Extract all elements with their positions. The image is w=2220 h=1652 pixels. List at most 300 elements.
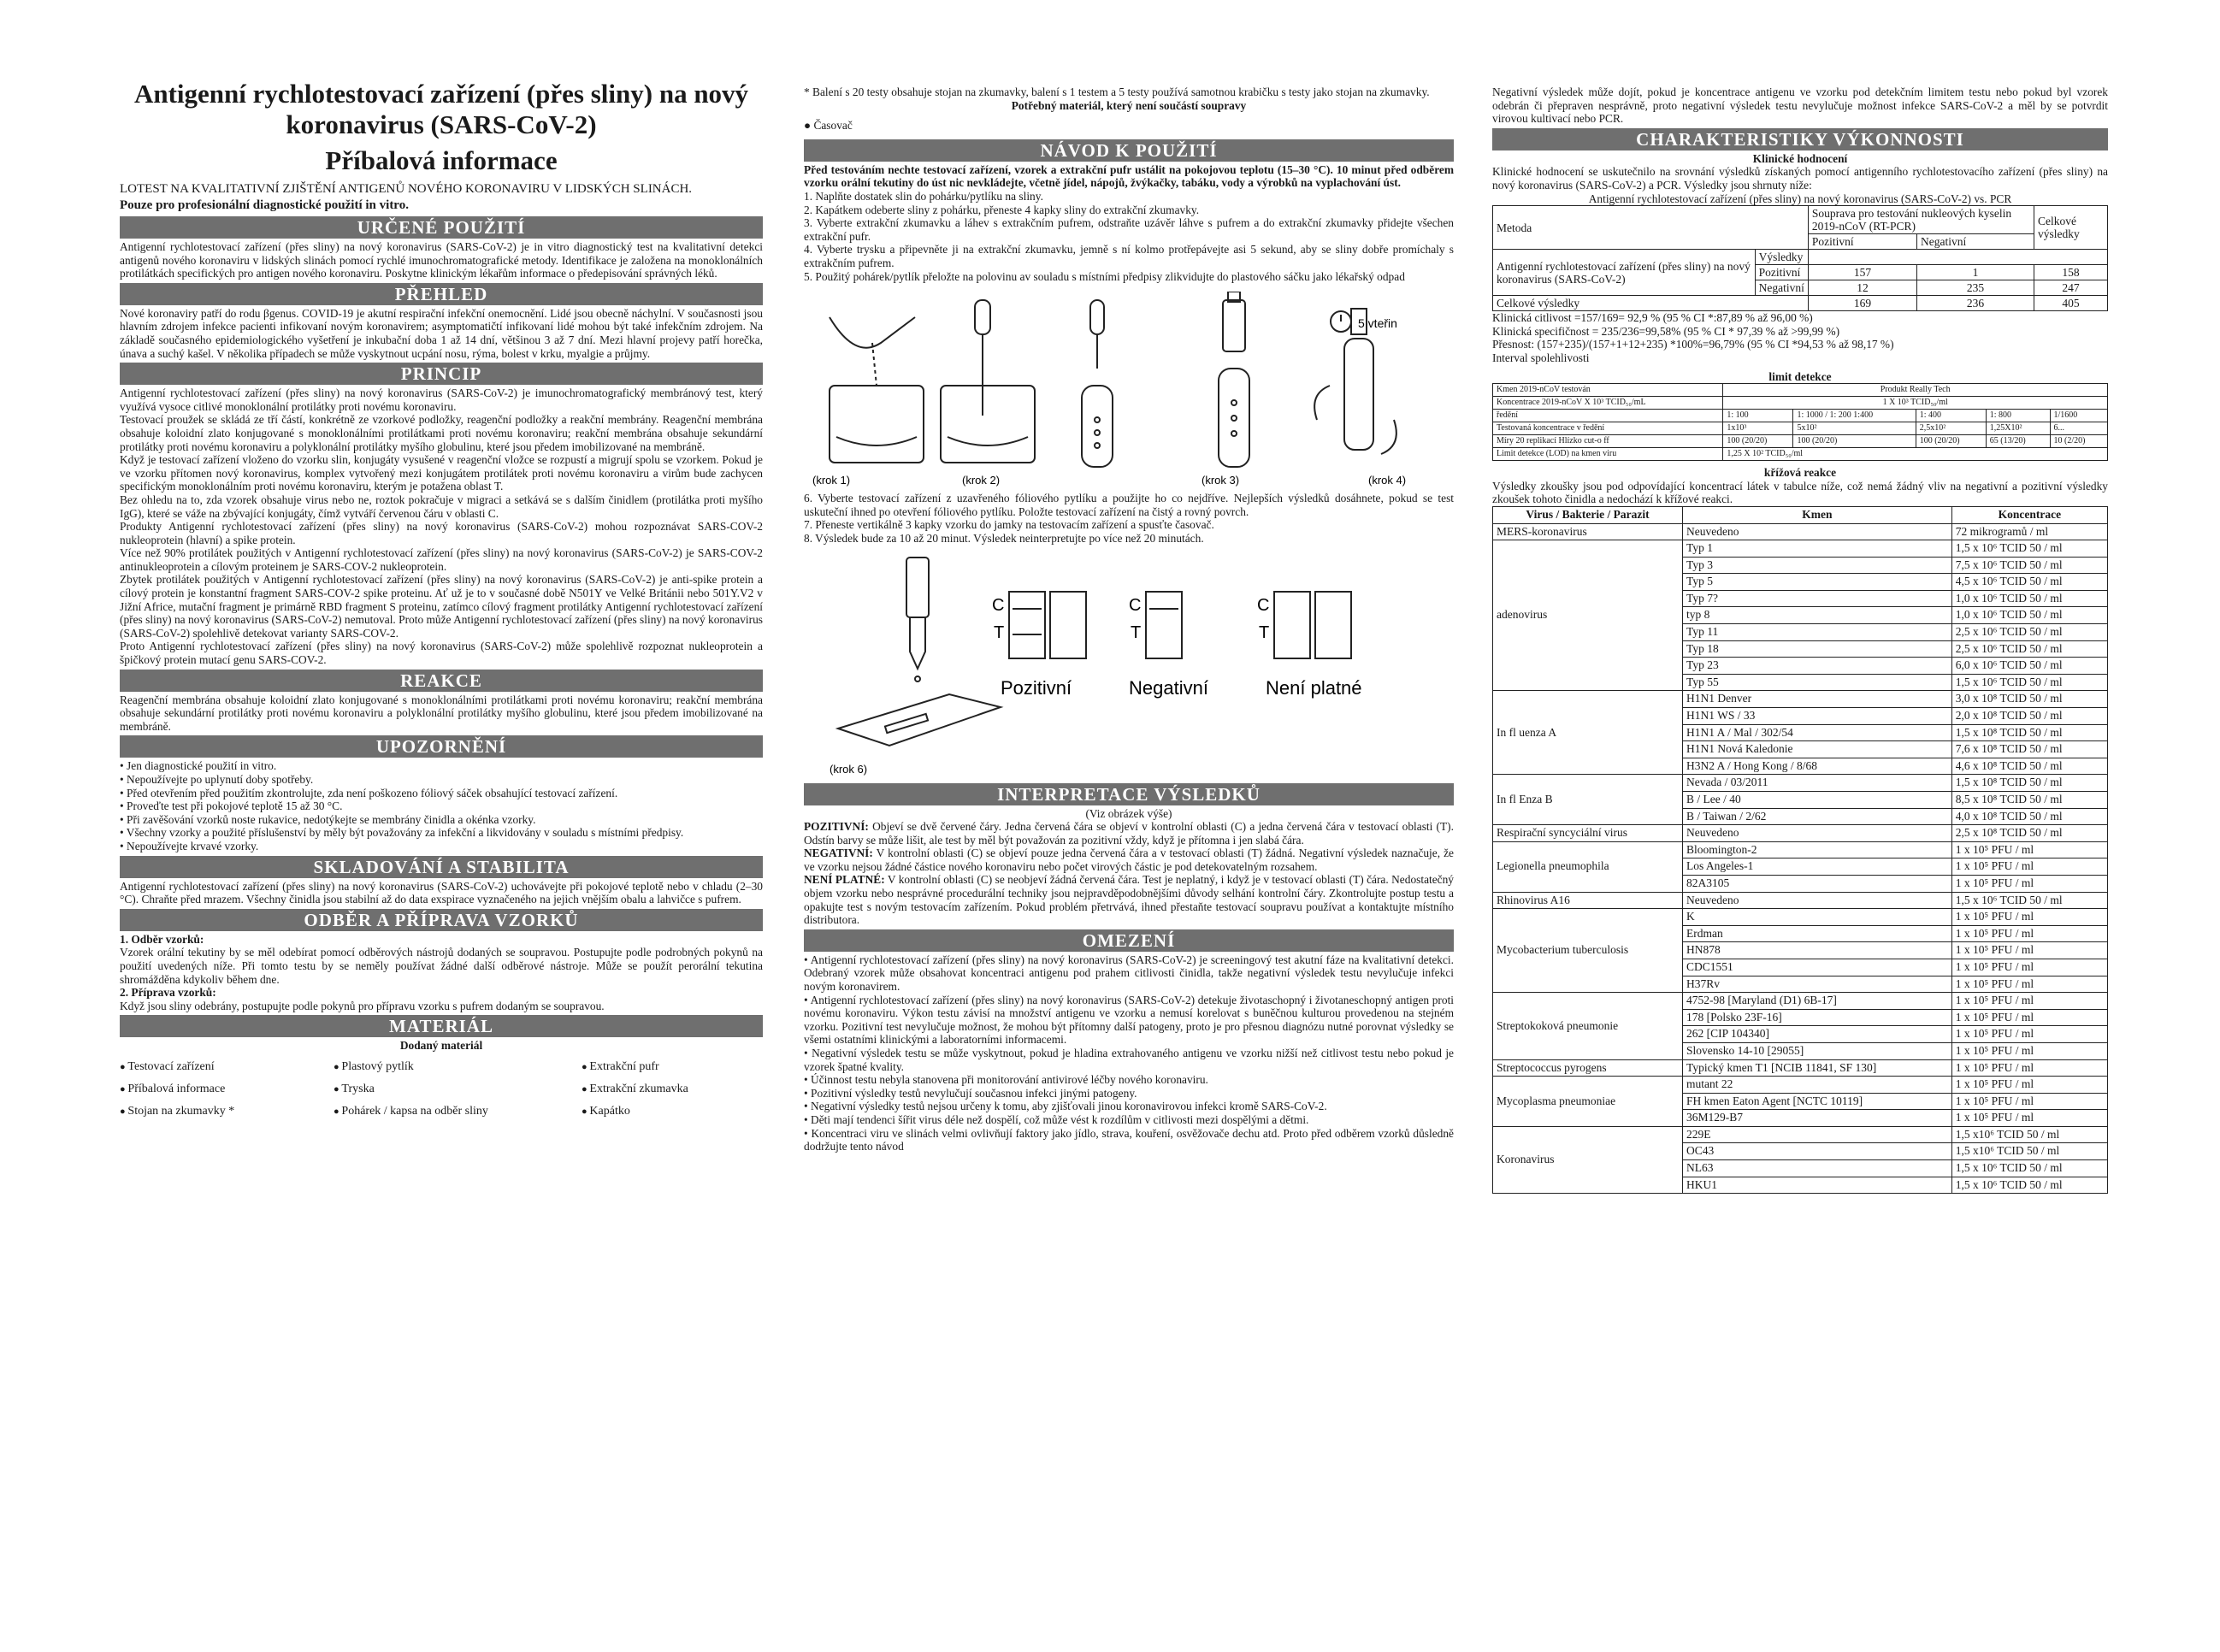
section-sample-collection: ODBĚR A PŘÍPRAVA VZORKŮ — [120, 909, 763, 931]
steps-illustration-svg — [804, 292, 1454, 488]
cup-2-icon — [941, 386, 1035, 463]
drop-icon — [1231, 416, 1237, 421]
extraction-tube-icon — [1082, 386, 1113, 467]
principle-p3: Když je testovací zařízení vloženo do vzorku slin, konjugáty vysušené v reagenční vložce se rozpustí a migrují spolu se vzorkem. Pokud je ve vzorku přítomen nový koronavirus, komplex vytvořený mezi konjugátem protilátek proti novému koronaviru a virům bude zachycen specifickým monoklonálním proti novému koronaviru, kterým je potažena oblast T. — [120, 453, 763, 493]
table-row — [1493, 384, 2108, 397]
table-cell: H1N1 WS / 33 — [1683, 708, 1952, 725]
table-header-cell: Koncentrace — [1951, 506, 2107, 523]
table-cell: 1 x 10⁵ PFU / ml — [1951, 976, 2107, 993]
table-row — [1493, 448, 2108, 461]
negative-note: Negativní výsledek může dojít, pokud je koncentrace antigenu ve vzorku pod detekčním limitem testu nebo pokud byl vzorek odebrán či přepraven nesprávně, proto negativní výsledek testu nevylučuje možnost infekce SARS-CoV-2 a měl by se potvrdit virovou kultivací nebo PCR. — [1492, 86, 2108, 126]
limitation-item: • Koncentraci viru ve slinách velmi ovlivňují faktory jako jídlo, strava, kouření, osvěžovače dechu atd. Proto před odběrem vzorků důsledně dodržujte tento návod — [804, 1127, 1454, 1153]
section-principle: PRINCIP — [120, 363, 763, 385]
table-cell: Typ 3 — [1683, 557, 1952, 574]
table-cell: H3N2 A / Hong Kong / 8/68 — [1683, 758, 1952, 775]
table-cell: Legionella pneumophila — [1493, 841, 1683, 892]
section-reaction: REAKCE — [120, 670, 763, 692]
table-cell: 1 x 10⁵ PFU / ml — [1951, 1110, 2107, 1127]
table-cell: 1,0 x 10⁶ TCID 50 / ml — [1951, 607, 2107, 624]
material-item: ● Stojan na zkumavky * — [120, 1100, 334, 1123]
material-item: ● Kapátko — [582, 1100, 753, 1123]
table-header-cell: Kmen — [1683, 506, 1952, 523]
limitation-item: • Účinnost testu nebyla stanovena při monitorování antivirové léčby nového koronaviru. — [804, 1073, 1454, 1087]
table-cell: CDC1551 — [1683, 959, 1952, 976]
krok2-label: (krok 2) — [962, 474, 1001, 487]
table-cell: 7,5 x 10⁶ TCID 50 / ml — [1951, 557, 2107, 574]
table-cell: 1,5 x 10⁶ TCID 50 / ml — [1951, 540, 2107, 558]
extraction-tube-2-icon — [1219, 369, 1249, 467]
table-cell: HN878 — [1683, 942, 1952, 959]
section-intended-use: URČENÉ POUŽITÍ — [120, 216, 763, 239]
rack-note: * Balení s 20 testy obsahuje stojan na zkumavky, balení s 1 testem a 5 testy používá samotnou krabičku s testy jako stojan na zkumavky. — [804, 86, 1430, 98]
sample-collection-heading: 1. Odběr vzorků: — [120, 932, 204, 946]
result-invalid-cassette — [1274, 592, 1310, 658]
table-cell: 10 (2/20) — [2050, 435, 2107, 448]
table-cell: Výsledky — [1755, 250, 1808, 265]
reaction-text: Reagenční membrána obsahuje koloidní zlato konjugované s monoklonálními protilátkami proti novému koronaviru; reakční membrána obsahuje sekundární protilátky proti novému koronaviru a polyklonální protilátky myšího globulinu, které jsou předem imobilizované na membráně. — [120, 693, 763, 733]
material-item: ● Plastový pytlík — [334, 1056, 582, 1078]
results-illustration — [804, 549, 1454, 780]
document-subtitle: Příbalová informace — [325, 145, 558, 175]
sensitivity-text: Klinická citlivost =157/169= 92,9 % (95 % CI *:87,89 % až 96,00 %) — [1492, 311, 1813, 325]
table-cell: Pozitivní — [1755, 265, 1808, 280]
table-cell: Neuvedeno — [1683, 825, 1952, 842]
drop-icon — [1095, 417, 1100, 422]
table-cell: 1 x 10⁵ PFU / ml — [1951, 1042, 2107, 1059]
table-cell: Celkové výsledky — [1493, 296, 1809, 311]
instruction-step-7: 7. Přeneste vertikálně 3 kapky vzorku do jamky na testovacím zařízení a spusťte časovač. — [804, 518, 1214, 532]
extraction-tube-3-icon — [1344, 339, 1373, 450]
table-cell: 1,5 x 10⁶ TCID 50 / ml — [1951, 1160, 2107, 1177]
table-cell: 229E — [1683, 1126, 1952, 1143]
table-cell: 1 x 10⁵ PFU / ml — [1951, 942, 2107, 959]
krok3-label: (krok 3) — [1202, 474, 1240, 487]
table-cell: 405 — [2034, 296, 2107, 311]
table-cell: 4,6 x 10⁸ TCID 50 / ml — [1951, 758, 2107, 775]
negative-result — [804, 847, 1454, 873]
t-label: T — [1131, 622, 1142, 642]
lod-heading: limit detekce — [1768, 369, 1832, 383]
table-cell: 235 — [1917, 280, 2034, 296]
invalid-label: Není platné — [1266, 676, 1362, 699]
sample-collection-text: Vzorek orální tekutiny by se měl odebírat pomocí odběrových nástrojů dodaných se soupravou. Postupujte podle podrobných pokynů na použití uvedených níže. Při tomto testu by se neměly používat žádné další odběrové nástroje. Může se použít perorální tekutina shromážděna kdykoliv během dne. — [120, 946, 763, 986]
cross-reaction-heading: křížová reakce — [1763, 466, 1837, 480]
table-row — [1493, 540, 2108, 558]
column-left — [120, 60, 763, 1123]
table-cell: Neuvedeno — [1683, 523, 1952, 540]
confidence-interval-text: Interval spolehlivosti — [1492, 351, 1590, 364]
table-cell: In fl Enza B — [1493, 775, 1683, 825]
table-cell: 2,5 x 10⁸ TCID 50 / ml — [1951, 825, 2107, 842]
table-cell: 6... — [2050, 422, 2107, 435]
table-cell: 2,5 x 10⁶ TCID 50 / ml — [1951, 624, 2107, 641]
table-cell: Antigenní rychlotestovací zařízení (přes sliny) na nový koronavirus (SARS-CoV-2) — [1493, 250, 1756, 296]
table-cell: Pozitivní — [1808, 234, 1916, 250]
negative-heading: NEGATIVNÍ: — [804, 847, 873, 860]
table-cell: 1/1600 — [2050, 410, 2107, 422]
table-row — [1493, 825, 2108, 842]
table-cell: 157 — [1808, 265, 1916, 280]
warnings-list — [120, 759, 763, 853]
table-row — [1493, 422, 2108, 435]
table-cell: Mycoplasma pneumoniae — [1493, 1077, 1683, 1127]
section-overview: PŘEHLED — [120, 283, 763, 305]
clinical-text: Klinické hodnocení se uskutečnilo na srovnání výsledků získaných pomocí antigenního rychlotestovacího zařízení (přes sliny) na nový koronavirus (SARS-CoV-2) a PCR. Výsledky jsou shrnuty níže: — [1492, 165, 2108, 192]
table-cell: Typický kmen T1 [NCIB 11841, SF 130] — [1683, 1059, 1952, 1077]
principle-p8: Proto Antigenní rychlotestovací zařízení (přes sliny) na nový koronavirus (SARS-CoV-2) může spolehlivě rozpoznat nukleoprotein a špičkový protein mutací genu SARS-COV-2. — [120, 640, 763, 667]
invalid-text: V kontrolní oblasti (C) se neobjeví žádná červená čára. Test je neplatný, i když je v testovací oblasti (T) čára. Nedostatečný objem vzorku nebo nesprávné procedurální techniky jsou nejpravděpodobnějšími důvody selhání kontrolní čáry. Zkontrolujte postup testu a opakujte test s novým testovacím zařízením. Pokud problém přetrvává, ihned přestaňte testovací soupravu používat a kontaktujte místního distributora. — [804, 873, 1455, 927]
table-cell: Negativní — [1755, 280, 1808, 296]
c-label: C — [1129, 595, 1142, 615]
table-cell: 1 x 10⁵ PFU / ml — [1951, 1026, 2107, 1043]
table-cell: 1,25X10² — [1986, 422, 2050, 435]
limitation-item: • Pozitivní výsledky testů nevylučují současnou infekci jinými patogeny. — [804, 1087, 1454, 1100]
table-row — [1493, 1077, 2108, 1094]
professional-use-note: Pouze pro profesionální diagnostické použití in vitro. — [120, 198, 409, 212]
table-cell: K — [1683, 909, 1952, 926]
table-cell: Nevada / 03/2011 — [1683, 775, 1952, 792]
table-row — [1493, 841, 2108, 858]
material-item: ● Příbalová informace — [120, 1078, 334, 1100]
table-cell: In fl uenza A — [1493, 691, 1683, 775]
table-row — [1493, 296, 2108, 311]
table-cell: 1,5 x 10⁸ TCID 50 / ml — [1951, 724, 2107, 741]
section-instructions: NÁVOD K POUŽITÍ — [804, 139, 1454, 162]
dropper-bulb-icon — [975, 300, 990, 334]
table-cell: 8,5 x 10⁸ TCID 50 / ml — [1951, 792, 2107, 809]
table-cell: Bloomington-2 — [1683, 841, 1952, 858]
table-cell: 1 x 10⁵ PFU / ml — [1951, 1059, 2107, 1077]
table-row — [1493, 206, 2108, 234]
clinical-caption: Antigenní rychlotestovací zařízení (přes sliny) na nový koronavirus (SARS-CoV-2) vs. PCR — [1588, 192, 2012, 205]
table-cell: HKU1 — [1683, 1177, 1952, 1194]
interpretation-sub: (Viz obrázek výše) — [1085, 806, 1172, 820]
sample-prep-heading: 2. Příprava vzorků: — [120, 986, 216, 1000]
cassette-window-icon — [885, 713, 928, 732]
dropper-2-icon — [1090, 300, 1104, 334]
warning-item: • Před otevřením před použitím zkontrolujte, zda není poškozeno fóliový sáček obsahující testovací zařízení. — [120, 787, 763, 800]
sample-prep-text: Když jsou sliny odebrány, postupujte podle pokynů pro přípravu vzorku s pufrem dodaným se soupravou. — [120, 999, 605, 1012]
drop-icon — [1231, 431, 1237, 436]
limitation-item: • Antigenní rychlotestovací zařízení (přes sliny) na nový koronavirus (SARS-CoV-2) je screeningový test akutní fáze na kvalitativní detekci. Odebraný vzorek může obsahovat koncentraci antigenu pod prahem citlivosti činidla, takže negativní výsledek testu nevylučuje infekci novým koronavirem. — [804, 953, 1454, 994]
nozzle-tip-icon — [910, 617, 925, 669]
table-cell: 72 mikrogramů / ml — [1951, 523, 2107, 540]
table-cell: Negativní — [1917, 234, 2034, 250]
table-cell: Limit detekce (LOD) na kmen viru — [1493, 448, 1723, 461]
table-cell: 1 — [1917, 265, 2034, 280]
section-performance: CHARAKTERISTIKY VÝKONNOSTI — [1492, 128, 2108, 150]
table-cell: 4,5 x 10⁶ TCID 50 / ml — [1951, 574, 2107, 591]
principle-p6: Více než 90% protilátek použitých v Antigenní rychlotestovací zařízení (přes sliny) na nový koronavirus (SARS-CoV-2) je SARS-COV-2 antinukleoprotein a cílovým proteinem je SARS-COV-2 nukleoprotein. — [120, 546, 763, 573]
section-material: MATERIÁL — [120, 1015, 763, 1037]
table-cell: 1 x 10⁵ PFU / ml — [1951, 875, 2107, 892]
c-label: C — [1257, 595, 1270, 615]
supplied-material-heading: Dodaný materiál — [399, 1039, 483, 1053]
specificity-text: Klinická specifičnost = 235/236=99,58% (95 % CI * 97,39 % až >99,99 %) — [1492, 324, 1840, 338]
buffer-bottle-icon — [1223, 300, 1245, 351]
column-middle — [804, 60, 1454, 1153]
test-description: LOTEST NA KVALITATIVNÍ ZJIŠTĚNÍ ANTIGENŮ NOVÉHO KORONAVIRU V LIDSKÝCH SLINÁCH. — [120, 182, 693, 196]
table-cell: 1: 800 — [1986, 410, 2050, 422]
table-cell: 1 x 10⁵ PFU / ml — [1951, 909, 2107, 926]
table-row — [1493, 1059, 2108, 1077]
table-cell: 2,5 x 10⁶ TCID 50 / ml — [1951, 640, 2107, 658]
instruction-step: 3. Vyberte extrakční zkumavku a láhev s extrakčním pufrem, odstraňte uzávěr láhve s pufrem a do extrakční zkumavky přidejte všechen extrakční pufr. — [804, 216, 1454, 243]
table-cell: 158 — [2034, 265, 2107, 280]
table-cell: MERS-koronavirus — [1493, 523, 1683, 540]
table-cell: 5x10² — [1793, 422, 1916, 435]
material-item: ● Pohárek / kapsa na odběr sliny — [334, 1100, 582, 1123]
table-cell: Typ 5 — [1683, 574, 1952, 591]
table-cell: 1,5 x10⁶ TCID 50 / ml — [1951, 1126, 2107, 1143]
table-cell: 2,0 x 10⁸ TCID 50 / ml — [1951, 708, 2107, 725]
section-warnings: UPOZORNĚNÍ — [120, 735, 763, 758]
table-cell: 4752-98 [Maryland (D1) 6B-17] — [1683, 993, 1952, 1010]
table-cell: 178 [Polsko 23F-16] — [1683, 1009, 1952, 1026]
shake-arrow-icon — [1314, 386, 1330, 420]
warning-item: • Všechny vzorky a použité příslušenství by měly být považovány za infekční a likvidovány v souladu s místními předpisy. — [120, 826, 763, 840]
table-cell: 1,5 x 10⁶ TCID 50 / ml — [1951, 1177, 2107, 1194]
table-row — [1493, 397, 2108, 410]
positive-label: Pozitivní — [1001, 676, 1072, 699]
table-cell: H1N1 Denver — [1683, 691, 1952, 708]
material-item: ● Testovací zařízení — [120, 1056, 334, 1078]
table-row — [1493, 775, 2108, 792]
clinical-heading: Klinické hodnocení — [1752, 151, 1848, 165]
table-row — [1493, 523, 2108, 540]
table-cell: 1 x 10⁵ PFU / ml — [1951, 993, 2107, 1010]
cup-liquid-icon — [836, 437, 917, 445]
cross-reaction-text: Výsledky zkoušky jsou pod odpovídající koncentrací látek v tabulce níže, což nemá žádný vliv na negativní a pozitivní výsledky zkoušek tohoto činidla a nedochází k křížové reakci. — [1492, 479, 2108, 506]
table-cell: Produkt Really Tech — [1723, 384, 2108, 397]
table-cell: FH kmen Eaton Agent [NCTC 10119] — [1683, 1093, 1952, 1110]
table-cell: 1 x 10⁵ PFU / ml — [1951, 925, 2107, 942]
positive-heading: POZITIVNÍ: — [804, 820, 869, 834]
test-cassette-icon — [838, 694, 1001, 746]
timer-label: Časovač — [813, 119, 853, 133]
storage-text: Antigenní rychlotestovací zařízení (přes sliny) na nový koronavirus (SARS-CoV-2) uchovávejte při pokojové teplotě nebo v chladu (2–30 °C). Chraňte před mrazem. Všechny činidla jsou stabilní až do data exspirace vyznačeného na jejich vnějším obalu a lahvičce s pufrem. — [120, 879, 763, 906]
table-cell: OC43 — [1683, 1143, 1952, 1160]
table-row — [1493, 410, 2108, 422]
table-row — [1493, 892, 2108, 909]
table-cell: 1: 1000 / 1: 200 1:400 — [1793, 410, 1916, 422]
table-cell: 1 x 10⁵ PFU / ml — [1951, 858, 2107, 876]
material-item: ● Extrakční pufr — [582, 1056, 753, 1078]
table-cell: Testovaná koncentrace v ředění — [1493, 422, 1723, 435]
table-cell: 1 x 10⁵ PFU / ml — [1951, 1077, 2107, 1094]
lod-table — [1492, 383, 2108, 461]
table-cell: B / Lee / 40 — [1683, 792, 1952, 809]
timer-item: ● Časovač — [804, 119, 853, 133]
table-cell: Kmen 2019-nCoV testován — [1493, 384, 1723, 397]
table-cell: NL63 — [1683, 1160, 1952, 1177]
drop-icon — [1095, 430, 1100, 435]
table-cell: 100 (20/20) — [1723, 435, 1793, 448]
table-cell: 1,5 x 10⁶ TCID 50 / ml — [1951, 674, 2107, 691]
table-cell: Streptokoková pneumonie — [1493, 993, 1683, 1059]
table-cell: 100 (20/20) — [1793, 435, 1916, 448]
limitation-item: • Negativní výsledek testu se může vyskytnout, pokud je hladina extrahovaného antigenu ve vzorku nižší než citlivost testu nebo pokud je vzorek špatné kvality. — [804, 1047, 1454, 1073]
instruction-step: 5. Použitý pohárek/pytlík přeložte na polovinu av souladu s místními předpisy zlikvidujte do plastového sáčku jako lékařský odpad — [804, 269, 1405, 283]
table-cell: 1 x 10⁵ PFU / ml — [1951, 959, 2107, 976]
table-cell: 1 x 10⁵ PFU / ml — [1951, 1093, 2107, 1110]
table-cell: 1 x 10⁵ PFU / ml — [1951, 1009, 2107, 1026]
table-cell: 1,5 x10⁶ TCID 50 / ml — [1951, 1143, 2107, 1160]
warning-item: • Jen diagnostické použití in vitro. — [120, 759, 763, 773]
table-cell: 36M129-B7 — [1683, 1110, 1952, 1127]
table-cell: Typ 1 — [1683, 540, 1952, 558]
tube-nozzle-icon — [906, 558, 929, 617]
principle-p5: Produkty Antigenní rychlotestovací zařízení (přes sliny) na nový koronavirus (SARS-CoV-2) mohou rozpoznávat SARS-COV-2 nukleoprotein (hlavní) a spike protein. — [120, 520, 763, 546]
table-cell: 3,0 x 10⁸ TCID 50 / ml — [1951, 691, 2107, 708]
t-label: T — [1259, 622, 1270, 642]
result-pos-cassette — [1009, 592, 1045, 658]
material-list — [120, 1056, 763, 1123]
table-cell: Metoda — [1493, 206, 1809, 250]
drop-icon — [1231, 400, 1237, 405]
limitation-item: • Antigenní rychlotestovací zařízení (přes sliny) na nový koronavirus (SARS-CoV-2) detekuje životaschopný i životaneschopný antigen proti novému koronaviru. Výkon testu závisí na množství antigenu ve vzorku a nemusí korelovat s buněčnou kulturou provedenou na stejném vzorku. Pozitivní test nevylučuje možnost, že mohou být přítomny další patogeny, proto je pro přesnou diagnózu nutné porovnat výsledky se všemi ostatními klinickými a laboratorními informacemi. — [804, 994, 1454, 1047]
needed-material-heading: Potřebný materiál, který není součástí soupravy — [1011, 98, 1247, 112]
instruction-step: 1. Naplňte dostatek slin do pohárku/pytlíku na sliny. — [804, 189, 1043, 203]
performance-table — [1492, 205, 2108, 311]
table-row — [1493, 909, 2108, 926]
table-cell: Typ 7? — [1683, 590, 1952, 607]
section-storage: SKLADOVÁNÍ A STABILITA — [120, 856, 763, 878]
table-cell: Míry 20 replikací Hlízko cut-o ff — [1493, 435, 1723, 448]
table-cell: 4,0 x 10⁸ TCID 50 / ml — [1951, 808, 2107, 825]
instruction-step-8: 8. Výsledek bude za 10 až 20 minut. Výsledek neinterpretujte po více než 20 minutách. — [804, 531, 1204, 545]
table-row — [1493, 250, 2108, 265]
seconds-label: 5 vteřin — [1358, 316, 1397, 331]
table-cell: 1 X 10³ TCID₅₀/ml — [1723, 397, 2108, 410]
table-cell: ředění — [1493, 410, 1723, 422]
drop-icon — [915, 676, 920, 681]
positive-result — [804, 820, 1454, 847]
negative-label: Negativní — [1129, 676, 1208, 699]
table-cell: H37Rv — [1683, 976, 1952, 993]
table-row — [1493, 435, 2108, 448]
positive-text: Objeví se dvě červené čáry. Jedna červená čára se objeví v kontrolní oblasti (C) a jedna červená čára v testovací oblasti (T). Odstín barvy se může lišit, ale test by měl být považován za pozitivní vždy, když je přítomna i jen slabá čára. — [804, 820, 1454, 847]
principle-p1: Antigenní rychlotestovací zařízení (přes sliny) na nový koronavirus (SARS-CoV-2) je imunochromatografický membránový test, který využívá vysoce citlivé monoklonální protilátky proti novému koronaviru. — [120, 386, 763, 413]
cup-2-liquid-icon — [948, 437, 1028, 445]
drop-icon — [1095, 443, 1100, 448]
table-cell: H1N1 Nová Kaledonie — [1683, 741, 1952, 758]
table-cell: 12 — [1808, 280, 1916, 296]
warning-item: • Při zavěšování vzorků noste rukavice, nedotýkejte se membrány činidla a okénka vzorky. — [120, 813, 763, 827]
table-cell: 262 [CIP 104340] — [1683, 1026, 1952, 1043]
accuracy-text: Přesnost: (157+235)/(157+1+12+235) *100%=96,79% (95 % CI *94,53 % až 98,17 %) — [1492, 338, 1894, 351]
limitations-list — [804, 953, 1454, 1153]
material-item: ● Tryska — [334, 1078, 582, 1100]
result-invalid-cassette-2 — [1315, 592, 1351, 658]
table-cell: Typ 23 — [1683, 658, 1952, 675]
table-cell: 1: 100 — [1723, 410, 1793, 422]
table-header-row — [1493, 506, 2108, 523]
table-cell — [1808, 250, 2107, 265]
table-cell: Koncentrace 2019-nCoV X 10³ TCID₅₀/mL — [1493, 397, 1723, 410]
c-label: C — [992, 595, 1005, 615]
krok1-label: (krok 1) — [812, 474, 851, 487]
table-cell: Mycobacterium tuberculosis — [1493, 909, 1683, 993]
table-cell: 1x10³ — [1723, 422, 1793, 435]
shake-arrow-2-icon — [1381, 420, 1396, 454]
table-row — [1493, 1126, 2108, 1143]
column-right — [1492, 60, 2108, 1194]
table-cell: B / Taiwan / 2/62 — [1683, 808, 1952, 825]
instructions-intro: Před testováním nechte testovací zařízení, vzorek a extrakční pufr ustálit na pokojovou teplotu (15–30 °C). 10 minut před odběrem vzorku orální tekutiny do úst nic nevkládejte, včetně jídel, nápojů, žvýkačky, tabáku, vody a výrobků na vyplachování úst. — [804, 162, 1454, 190]
table-cell: Respirační syncyciální virus — [1493, 825, 1683, 842]
table-cell: 1 x 10⁵ PFU / ml — [1951, 841, 2107, 858]
intended-use-text: Antigenní rychlotestovací zařízení (přes sliny) na nový koronavirus (SARS-CoV-2) je in vitro diagnostický test na kvalitativní detekci antigenů nového koronaviru v lidských slinách pomocí rychlé imunochromatografické metody. Identifikace je založena na monoklonálních protilátkách specifických pro antigen nového koronaviru. Poskytne klinickým lékařům informace o předepisování správných léků. — [120, 240, 763, 280]
invalid-result — [804, 873, 1454, 926]
instruction-step: 2. Kapátkem odeberte sliny z pohárku, přeneste 4 kapky sliny do extrakční zkumavky. — [804, 203, 1200, 216]
section-interpretation: INTERPRETACE VÝSLEDKŮ — [804, 783, 1454, 805]
saliva-drop-icon — [872, 343, 877, 386]
table-cell: Rhinovirus A16 — [1493, 892, 1683, 909]
overview-text: Nové koronaviry patří do rodu βgenus. COVID-19 je akutní respirační infekční onemocnění. Lidé jsou obecně náchylní. V současnosti jsou hlavním zdrojem infekce pacienti infikovaní novým koronavirem; asymptomatičtí infikovaní lidé mohou být také infekčním zdrojem. Na základě současného epidemiologického vyšetření je inkubační doba 1 až 14 dní, většinou 3 až 7 dní. Mezi hlavní projevy patří horečka, únava a suchý kašel. V několika případech se může vyskytnout ucpání nosu, rýma, bolest v krku, myalgie a průjmy. — [120, 306, 763, 360]
table-cell: Neuvedeno — [1683, 892, 1952, 909]
section-limitations: OMEZENÍ — [804, 929, 1454, 952]
limitation-item: • Negativní výsledky testů nejsou určeny k tomu, aby zjišťovali jinou koronavirovou infekci kromě SARS-CoV-2. — [804, 1100, 1454, 1113]
principle-p7: Zbytek protilátek použitých v Antigenní rychlotestovací zařízení (přes sliny) na nový koronavirus (SARS-CoV-2) je anti-spike protein a cílový protein je konstantní fragment SARS-COV-2 spike proteinu. Ať už je to v současné době N501Y ve Velké Británii nebo 501Y.V2 v Jižní Africe, mutační fragment je primárně RBD fragment S proteinu, zatímco cílový fragment protilátky Antigenní rychlotestovací zařízení (přes sliny) na nový koronavirus (SARS-CoV-2) nemutoval. Proto může Antigenní rychlotestovací zařízení (přes sliny) na nový koronavirus (SARS-CoV-2) spolehlivě detekovat varianty SARS-COV-2. — [120, 573, 763, 640]
material-item: ● Extrakční zkumavka — [582, 1078, 753, 1100]
table-cell: Slovensko 14-10 [29055] — [1683, 1042, 1952, 1059]
result-neg-cassette — [1146, 592, 1182, 658]
table-cell: 1: 400 — [1916, 410, 1986, 422]
table-cell: H1N1 A / Mal / 302/54 — [1683, 724, 1952, 741]
table-cell: 1,5 x 10⁸ TCID 50 / ml — [1951, 775, 2107, 792]
instruction-step: 4. Vyberte trysku a připevněte ji na extrakční zkumavku, jemně s ní kolmo protřepávejte asi 5 sekund, aby se sliny dobře promíchaly s extrakčním pufrem. — [804, 243, 1454, 269]
table-cell: 7,6 x 10⁸ TCID 50 / ml — [1951, 741, 2107, 758]
table-cell: Celkové výsledky — [2034, 206, 2107, 250]
table-cell: Erdman — [1683, 925, 1952, 942]
warning-item: • Nepoužívejte po uplynutí doby spotřeby. — [120, 773, 763, 787]
table-cell: 1,0 x 10⁶ TCID 50 / ml — [1951, 590, 2107, 607]
table-cell: 100 (20/20) — [1916, 435, 1986, 448]
table-cell: mutant 22 — [1683, 1077, 1952, 1094]
warning-item: • Nepoužívejte krvavé vzorky. — [120, 840, 763, 853]
cup-icon — [830, 386, 924, 463]
instruction-step-6: 6. Vyberte testovací zařízení z uzavřeného fóliového pytlíku a použijte ho co nejdříve. Nejlepších výsledků dosáhnete, pokud se test uskuteční ihned po otevření fóliového pytlíku. Položte testovací zařízení na čistý a rovný povrch. — [804, 492, 1454, 518]
principle-p2: Testovací proužek se skládá ze tří částí, konkrétně ze vzorkové podložky, reagenční podložky a reakční membrány. Reagenční membrána obsahuje koloidní zlato konjugované s monoklonálními protilátkami proti novému koronaviru; reakční membrána obsahuje sekundární protilátky proti novému koronaviru a polyklonální protilátky myšího globulinu, které jsou předem imobilizované na membráně. — [120, 413, 763, 453]
table-row — [1493, 691, 2108, 708]
table-cell: Typ 11 — [1683, 624, 1952, 641]
negative-text: V kontrolní oblasti (C) se objeví pouze jedna červená čára a v testovací oblasti (T) žádná. Negativní výsledek naznačuje, že ve vzorku nejsou žádné částice nového koronaviru nebo počet virových částic je pod detekovatelným rozsahem. — [804, 847, 1454, 873]
result-pos-cassette-2 — [1050, 592, 1086, 658]
table-cell: 247 — [2034, 280, 2107, 296]
krok4-label: (krok 4) — [1368, 474, 1407, 487]
table-header-cell: Virus / Bakterie / Parazit — [1493, 506, 1683, 523]
table-cell: adenovirus — [1493, 540, 1683, 691]
table-cell: Los Angeles-1 — [1683, 858, 1952, 876]
table-cell: 236 — [1917, 296, 2034, 311]
table-cell: Typ 18 — [1683, 640, 1952, 658]
table-cell: Typ 55 — [1683, 674, 1952, 691]
table-cell: 82A3105 — [1683, 875, 1952, 892]
table-cell: typ 8 — [1683, 607, 1952, 624]
document-title: Antigenní rychlotestovací zařízení (přes sliny) na nový koronavirus (SARS-CoV-2) — [133, 79, 749, 139]
table-cell: 2,5x10² — [1916, 422, 1986, 435]
cross-reaction-table — [1492, 506, 2108, 1194]
principle-p4: Bez ohledu na to, zda vzorek obsahuje virus nebo ne, roztok pokračuje v migraci a setkává se s dalším činidlem (protilátka proti myšího IgG), které se váže na zbývající konjugáty, čímž vytváří červenou čáru v oblasti C. — [120, 493, 763, 520]
krok6-label: (krok 6) — [830, 762, 868, 776]
warning-item: • Proveďte test při pokojové teplotě 15 až 30 °C. — [120, 799, 763, 813]
table-cell: Streptococcus pyrogens — [1493, 1059, 1683, 1077]
invalid-heading: NENÍ PLATNÉ: — [804, 873, 885, 887]
table-cell: 6,0 x 10⁶ TCID 50 / ml — [1951, 658, 2107, 675]
table-cell: 1,25 X 10² TCID₅₀/ml — [1723, 448, 2108, 461]
steps-illustration — [804, 292, 1454, 488]
